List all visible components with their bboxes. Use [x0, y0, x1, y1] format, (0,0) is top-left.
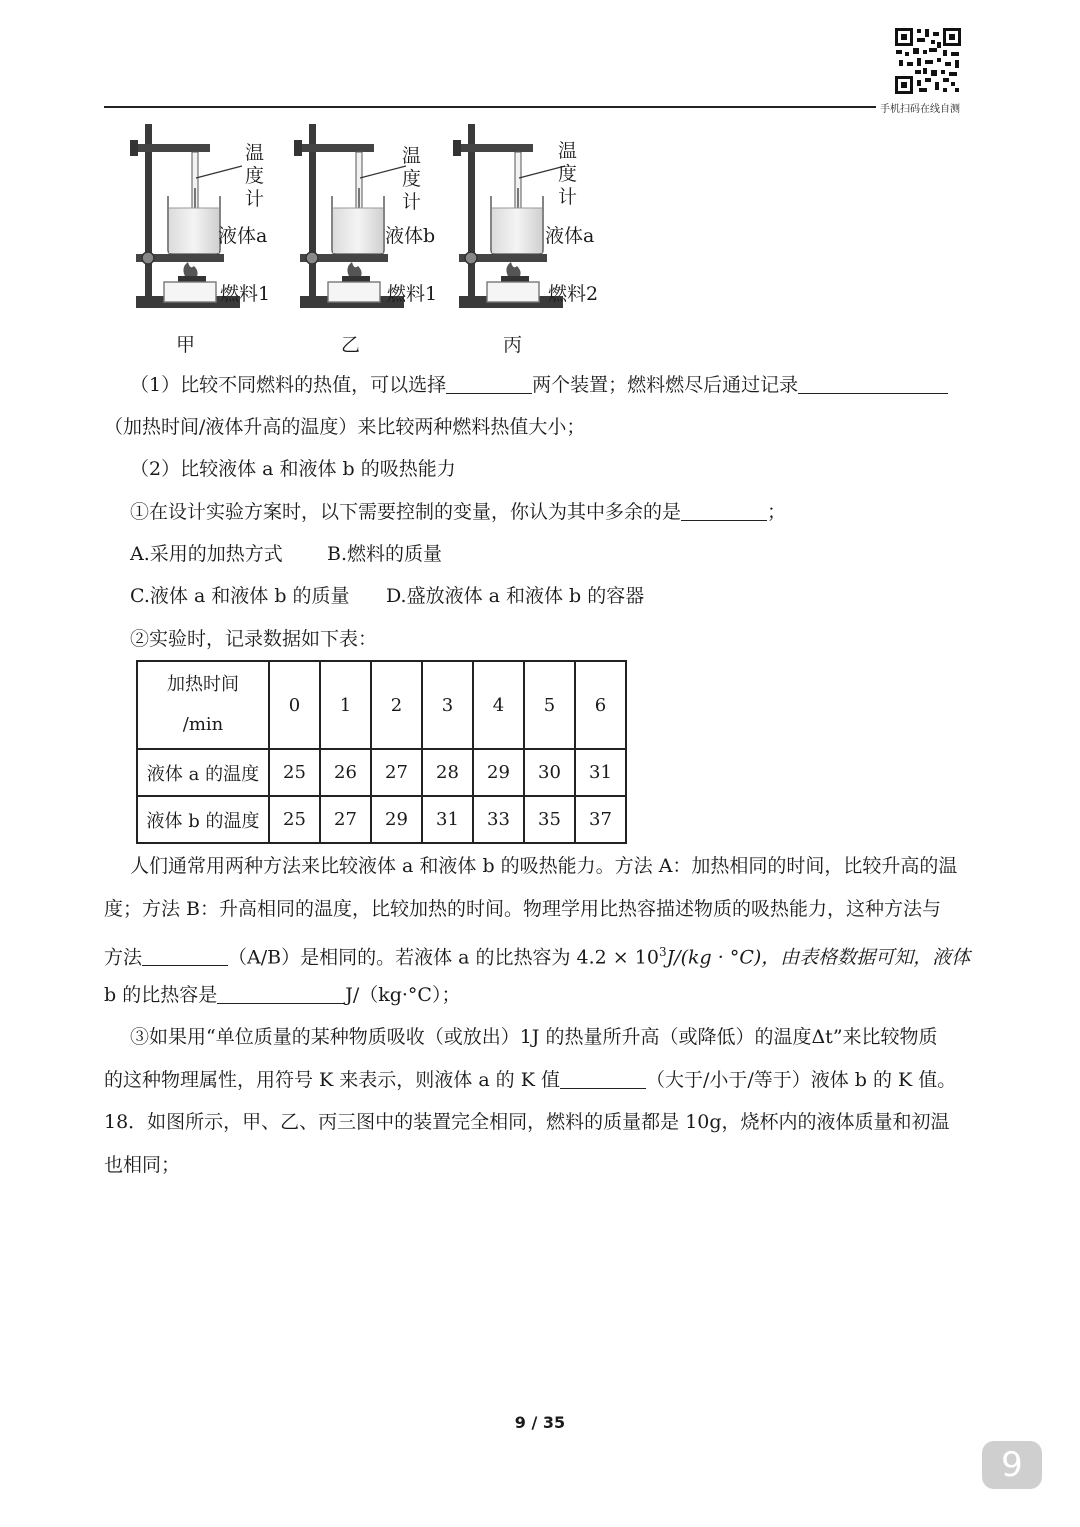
- clamp-knob: [453, 140, 461, 156]
- option-b: B.燃料的质量: [327, 543, 443, 565]
- temp-cell: 28: [422, 749, 473, 796]
- time-cell: 4: [473, 661, 524, 749]
- option-d: D.盛放液体 a 和液体 b 的容器: [386, 585, 645, 607]
- fuel-label-3: 燃料2: [548, 283, 599, 305]
- q1-line-1: （1）比较不同燃料的热值，可以选择 两个装置；燃料燃尽后通过记录: [130, 372, 948, 398]
- q3-line-2: 的这种物理属性，用符号 K 来表示，则液体 a 的 K 值 （大于/小于/等于）液体 b 的 K 值。: [104, 1069, 957, 1091]
- figure-caption-jia: 甲: [176, 334, 196, 356]
- method-para-line-3: 方法 （A/B）是相同的。若液体 a 的比热容为 $4.2 \times 10^3J/(kg \cdot ^\circ C)$，由表格数据可知，液体: [104, 945, 971, 969]
- temp-cell: 25: [269, 796, 320, 843]
- ring-screw: [465, 252, 477, 264]
- q3-line-1: ③如果用“单位质量的某种物质吸收（或放出）1J 的热量所升高（或降低）的温度Δt”来比较物质: [130, 1026, 938, 1048]
- table-row-liquid-b: [137, 796, 626, 843]
- method-para-line-2: 度；方法 B：升高相同的温度，比较加热的时间。物理学用比热容描述物质的吸热能力，这种方法与: [104, 898, 942, 920]
- liquid-label-2: 液体b: [385, 225, 436, 247]
- option-c: C.液体 a 和液体 b 的质量: [130, 585, 350, 607]
- burner: [178, 276, 206, 282]
- table-header-row: [137, 661, 626, 749]
- q1-line-2: （加热时间/液体升高的温度）来比较两种燃料热值大小；: [104, 416, 586, 438]
- temp-cell: 31: [575, 749, 626, 796]
- fuel-label-1: 燃料1: [220, 283, 271, 305]
- q2-sub1: ①在设计实验方案时，以下需要控制的变量，你认为其中多余的是 ；: [130, 501, 787, 523]
- row-label: 液体 a 的温度: [137, 749, 269, 796]
- temp-cell: 30: [524, 749, 575, 796]
- liquid-label-3: 液体a: [545, 225, 595, 247]
- flame: [506, 262, 520, 278]
- temp-cell: 26: [320, 749, 371, 796]
- q2-title: （2）比较液体 a 和液体 b 的吸热能力: [130, 458, 456, 480]
- q3-blank[interactable]: [560, 1068, 646, 1089]
- liquid-label-1: 液体a: [218, 225, 268, 247]
- clamp-arm: [453, 144, 533, 152]
- method-blank[interactable]: [142, 945, 228, 966]
- temp-cell: 25: [269, 749, 320, 796]
- fuel-label-2: 燃料1: [387, 283, 438, 305]
- thermometer-label-1: 温 度 计: [245, 142, 265, 210]
- temp-cell: 33: [473, 796, 524, 843]
- temp-cell: 31: [422, 796, 473, 843]
- burner: [501, 276, 529, 282]
- clamp-knob: [294, 140, 302, 156]
- qr-caption: 手机扫码在线自测: [880, 104, 960, 115]
- q1-answer-blank-1[interactable]: [446, 373, 532, 394]
- ring-screw: [142, 252, 154, 264]
- temp-cell: 35: [524, 796, 575, 843]
- temp-cell: 27: [371, 749, 422, 796]
- fuel-block: [487, 282, 539, 302]
- qr-code[interactable]: [893, 26, 963, 96]
- option-a: A.采用的加热方式: [130, 543, 283, 565]
- header-divider: [104, 106, 876, 108]
- time-cell: 6: [575, 661, 626, 749]
- time-cell: 3: [422, 661, 473, 749]
- figure-caption-yi: 乙: [341, 334, 361, 356]
- q18-line-1: 18．如图所示，甲、乙、丙三图中的装置完全相同，燃料的质量都是 10g，烧杯内的液体质量和初温: [104, 1111, 950, 1133]
- time-cell: 5: [524, 661, 575, 749]
- thermometer-label-3: 温 度 计: [558, 140, 578, 208]
- row-label: 液体 b 的温度: [137, 796, 269, 843]
- method-para-line-1: 人们通常用两种方法来比较液体 a 和液体 b 的吸热能力。方法 A：加热相同的时间，比较升高的温: [130, 855, 958, 877]
- time-cell: 2: [371, 661, 422, 749]
- temp-cell: 29: [371, 796, 422, 843]
- flame: [347, 262, 361, 278]
- q2-sub2: ②实验时，记录数据如下表：: [130, 628, 378, 650]
- fuel-block: [328, 282, 380, 302]
- temp-cell: 29: [473, 749, 524, 796]
- clamp-knob: [130, 140, 138, 156]
- page-indicator: 9 / 35: [514, 1413, 566, 1432]
- liquid: [333, 208, 383, 253]
- thermometer-leader: [196, 166, 242, 178]
- flame: [183, 262, 197, 278]
- method-para-line-4: b 的比热容是 J/（kg·°C）；: [104, 984, 461, 1006]
- ring-screw: [306, 252, 318, 264]
- temp-cell: 27: [320, 796, 371, 843]
- liquid: [169, 208, 219, 253]
- thermometer-leader: [360, 166, 406, 178]
- time-cell: 1: [320, 661, 371, 749]
- q1-answer-blank-2[interactable]: [798, 373, 948, 394]
- temp-cell: 37: [575, 796, 626, 843]
- burner: [342, 276, 370, 282]
- clamp-arm: [294, 144, 374, 152]
- table-row-liquid-a: [137, 749, 626, 796]
- clamp-arm: [130, 144, 210, 152]
- fuel-block: [164, 282, 216, 302]
- liquid: [492, 208, 542, 253]
- figure-caption-bing: 丙: [503, 334, 523, 356]
- page-badge[interactable]: 9: [982, 1441, 1042, 1489]
- q2-sub1-blank[interactable]: [681, 500, 767, 521]
- table-header-cell: 加热时间 /min: [137, 661, 269, 749]
- q18-line-2: 也相同；: [104, 1154, 181, 1176]
- time-cell: 0: [269, 661, 320, 749]
- thermometer-label-2: 温 度 计: [402, 145, 422, 213]
- data-table: [136, 660, 627, 844]
- specific-heat-blank[interactable]: [217, 983, 345, 1004]
